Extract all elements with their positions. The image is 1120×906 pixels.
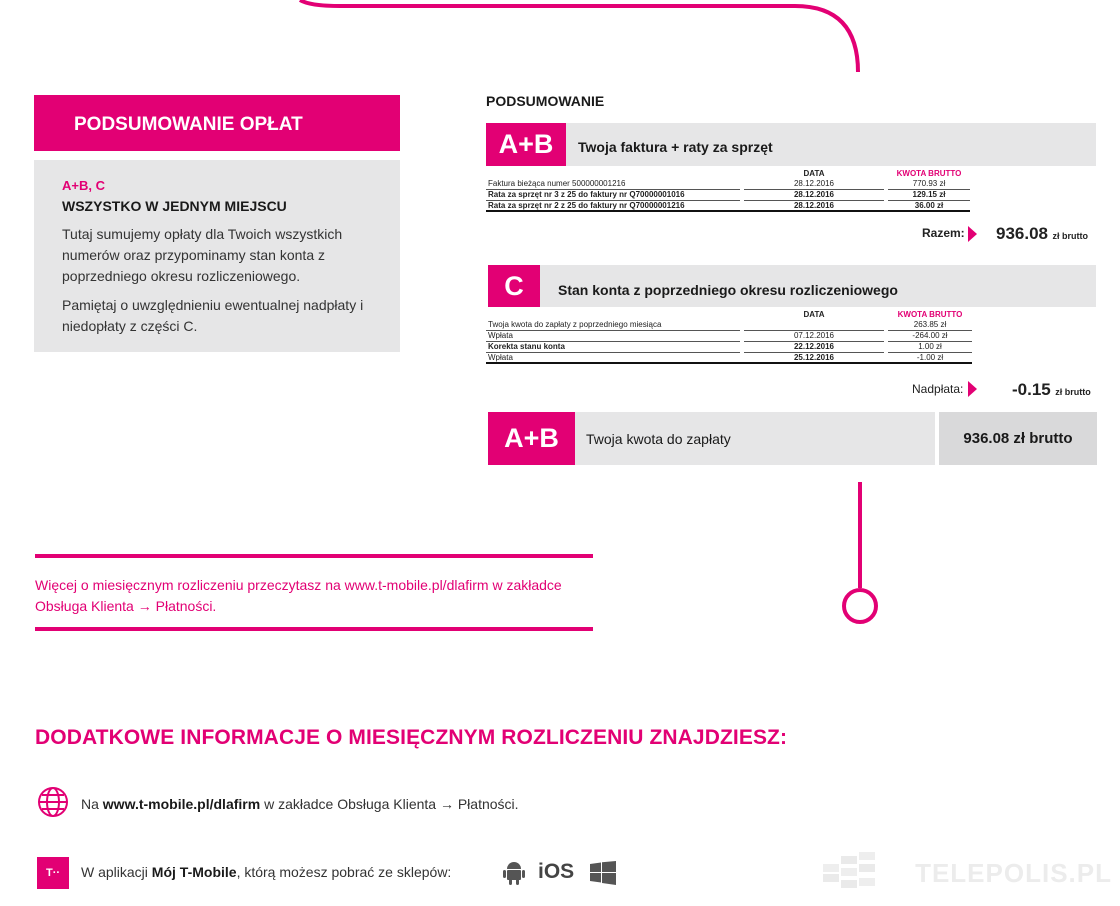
section-title: WSZYSTKO W JEDNYM MIEJSCU [62,198,287,214]
table-row [486,352,972,363]
col-amount: KWOTA BRUTTO [897,309,963,319]
globe-icon [37,786,69,823]
ab-section-header [486,123,1096,166]
android-icon[interactable] [503,860,525,891]
col-date: DATA [803,168,825,178]
explanation-paragraph: Tutaj sumujemy opłaty dla Twoich wszystkich numerów oraz przypominamy stan konta z poprzedniego okresu rozliczeniowego. [62,226,343,284]
web-prefix: Na [81,796,99,812]
table-row [486,341,972,352]
table-row [486,189,970,200]
ios-label[interactable]: iOS [538,860,575,883]
t-mobile-logo-icon [37,857,69,889]
row-label: Rata za sprzęt nr 3 z 25 do faktury nr Q70000001016 [486,189,740,200]
row-label: Wpłata [486,330,740,341]
app-info [81,864,451,880]
web-suffix: w zakładce Obsługa Klienta → Płatności. [264,796,519,812]
c-table [486,309,972,364]
c-section-title: Stan konta z poprzedniego okresu rozliczeniowego [558,282,898,298]
total-unit: zł brutto [1055,387,1091,397]
ab-table [486,168,970,212]
additional-info-heading: DODATKOWE INFORMACJE O MIESIĘCZNYM ROZLICZENIU ZNAJDZIESZ: [35,726,788,749]
ab-section-title: Twoja faktura + raty za sprzęt [578,139,773,155]
summary-header: PODSUMOWANIE OPŁAT [34,95,400,151]
row-label: Korekta stanu konta [486,341,740,352]
ab-total-value [996,224,1088,244]
ab-total-pointer [968,226,977,242]
row-date [744,319,884,330]
row-amount: -264.00 zł [888,330,972,341]
logo-text: T·· [45,867,61,879]
info-text [35,575,595,617]
amount-due-box [488,412,935,465]
divider-bottom [35,627,593,631]
app-prefix: W aplikacji [81,864,148,880]
row-amount: 36.00 zł [888,200,970,211]
row-date: 28.12.2016 [744,189,884,200]
reminder-paragraph: Pamiętaj o uwzględnieniu ewentualnej nadpłaty i niedopłaty z części C. [62,297,364,334]
total-amount: 936.08 [996,224,1048,243]
row-date: 28.12.2016 [744,200,884,211]
total-unit: zł brutto [1052,231,1088,241]
row-label: Twoja kwota do zapłaty z poprzedniego miesiąca [486,319,740,330]
table-row [486,200,970,211]
c-section-header [488,265,1096,307]
table-row [486,319,972,330]
row-amount: -1.00 zł [888,352,972,363]
c-total-value [1012,380,1091,400]
row-date: 22.12.2016 [744,341,884,352]
row-label: Wpłata [486,352,740,363]
row-label: Rata za sprzęt nr 2 z 25 do faktury nr Q70000001216 [486,200,740,211]
row-date: 28.12.2016 [744,178,884,189]
row-amount: 263.85 zł [888,319,972,330]
divider-top [35,554,593,558]
summary-explanation-box [34,160,400,352]
row-label: Faktura bieżąca numer 500000001216 [486,178,740,189]
col-date: DATA [803,309,825,319]
info-line-1: Więcej o miesięcznym rozliczeniu przeczytasz na www.t-mobile.pl/dlafirm w zakładce [35,577,562,593]
app-suffix: , którą możesz pobrać ze sklepów: [236,864,452,880]
info-line-2: Obsługa Klienta → Płatności. [35,598,217,614]
c-badge: C [488,265,540,307]
amount-due-value: 936.08 zł brutto [939,412,1097,465]
table-row [486,178,970,189]
summary-title: PODSUMOWANIE [486,93,605,109]
final-badge: A+B [488,412,575,465]
watermark-logo-icon [823,852,879,899]
c-total-label: Nadpłata: [912,382,964,396]
table-row [486,330,972,341]
ab-badge: A+B [486,123,566,166]
app-name: Mój T-Mobile [151,864,237,880]
section-subtitle: A+B, C [62,178,105,193]
ab-total-label: Razem: [922,226,965,240]
total-amount: -0.15 [1012,380,1051,399]
website-info [81,796,519,812]
col-amount: KWOTA BRUTTO [896,168,962,178]
row-date: 25.12.2016 [744,352,884,363]
row-amount: 1.00 zł [888,341,972,352]
row-amount: 770.93 zł [888,178,970,189]
watermark: TELEPOLIS.PL [915,858,1112,888]
c-total-pointer [968,381,977,397]
website-link[interactable]: www.t-mobile.pl/dlafirm [102,796,261,812]
row-date: 07.12.2016 [744,330,884,341]
windows-icon[interactable] [590,861,616,890]
row-amount: 129.15 zł [888,189,970,200]
amount-due-label: Twoja kwota do zapłaty [586,431,731,447]
